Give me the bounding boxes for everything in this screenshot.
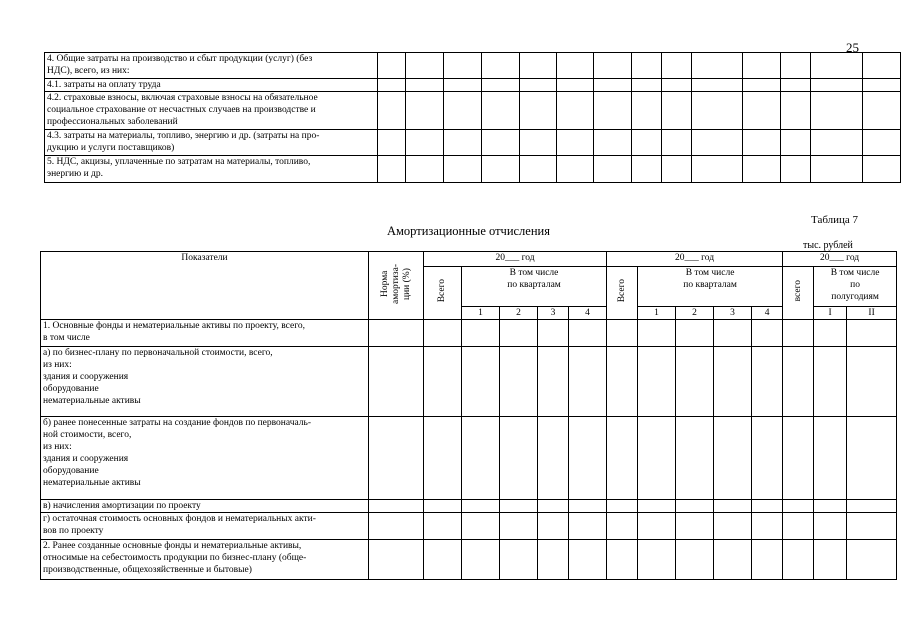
table-row xyxy=(41,347,897,417)
empty-cell xyxy=(369,417,424,500)
table-number: Таблица 7 xyxy=(811,214,859,226)
empty-cell xyxy=(863,53,901,79)
empty-cell xyxy=(632,130,662,156)
row-label: 4.3. затраты на материалы, топливо, энергию и др. (затраты на про- дукцию и услуги поставщиков) xyxy=(45,130,378,156)
empty-cell xyxy=(594,79,632,92)
empty-cell xyxy=(863,92,901,130)
empty-cell xyxy=(594,130,632,156)
empty-cell xyxy=(424,347,462,417)
units-label: тыс. рублей xyxy=(803,240,853,251)
empty-cell xyxy=(632,53,662,79)
page-number: 25 xyxy=(846,40,859,55)
empty-cell xyxy=(638,540,676,580)
row-label: 4. Общие затраты на производство и сбыт продукции (услуг) (без НДС), всего, из них: xyxy=(45,53,378,79)
empty-cell xyxy=(863,79,901,92)
empty-cell xyxy=(378,53,406,79)
empty-cell xyxy=(369,347,424,417)
empty-cell xyxy=(847,320,897,347)
empty-cell xyxy=(607,320,638,347)
empty-cell xyxy=(569,417,607,500)
empty-cell xyxy=(743,156,781,183)
empty-cell xyxy=(752,540,783,580)
halfyear-2: II xyxy=(847,307,897,320)
header-norm: Норма амортиза- ции (%) xyxy=(369,252,424,320)
empty-cell xyxy=(406,156,444,183)
empty-cell xyxy=(863,130,901,156)
empty-cell xyxy=(369,500,424,513)
empty-cell xyxy=(444,156,482,183)
empty-cell xyxy=(714,347,752,417)
empty-cell xyxy=(783,540,814,580)
table-row xyxy=(41,417,897,500)
empty-cell xyxy=(520,156,557,183)
empty-cell xyxy=(638,513,676,540)
empty-cell xyxy=(520,130,557,156)
table-row xyxy=(45,79,901,92)
quarter-1-3: 3 xyxy=(538,307,569,320)
empty-cell xyxy=(781,92,811,130)
empty-cell xyxy=(482,92,520,130)
empty-cell xyxy=(369,320,424,347)
empty-cell xyxy=(814,347,847,417)
header-year-1: 20___ год xyxy=(424,252,607,267)
empty-cell xyxy=(692,156,743,183)
empty-cell xyxy=(378,79,406,92)
empty-cell xyxy=(638,347,676,417)
empty-cell xyxy=(781,130,811,156)
empty-cell xyxy=(783,347,814,417)
empty-cell xyxy=(752,500,783,513)
row-label: 4.1. затраты на оплату труда xyxy=(45,79,378,92)
empty-cell xyxy=(863,156,901,183)
empty-cell xyxy=(557,156,594,183)
quarter-2-3: 3 xyxy=(714,307,752,320)
table-row xyxy=(41,500,897,513)
empty-cell xyxy=(811,130,863,156)
empty-cell xyxy=(676,540,714,580)
empty-cell xyxy=(638,500,676,513)
empty-cell xyxy=(520,79,557,92)
empty-cell xyxy=(607,500,638,513)
cost-table xyxy=(44,52,901,183)
empty-cell xyxy=(557,92,594,130)
header-by-halfyears: В том числе по полугодиям xyxy=(814,267,897,307)
table-row xyxy=(45,53,901,79)
header-by-quarters-2: В том числе по кварталам xyxy=(638,267,783,307)
table-row xyxy=(41,320,897,347)
table-row xyxy=(41,540,897,580)
empty-cell xyxy=(569,347,607,417)
empty-cell xyxy=(662,92,692,130)
empty-cell xyxy=(538,540,569,580)
empty-cell xyxy=(811,92,863,130)
empty-cell xyxy=(557,79,594,92)
empty-cell xyxy=(847,347,897,417)
quarter-2-4: 4 xyxy=(752,307,783,320)
empty-cell xyxy=(569,320,607,347)
empty-cell xyxy=(500,320,538,347)
quarter-1-2: 2 xyxy=(500,307,538,320)
empty-cell xyxy=(692,92,743,130)
empty-cell xyxy=(676,500,714,513)
row-label: б) ранее понесенные затраты на создание фондов по первоначаль- ной стоимости, всего, из них: здания и сооружения оборудование нематериальные активы xyxy=(41,417,369,500)
empty-cell xyxy=(444,53,482,79)
empty-cell xyxy=(676,320,714,347)
empty-cell xyxy=(714,320,752,347)
empty-cell xyxy=(676,513,714,540)
table-row xyxy=(41,513,897,540)
empty-cell xyxy=(783,500,814,513)
empty-cell xyxy=(424,500,462,513)
empty-cell xyxy=(814,513,847,540)
quarter-1-1: 1 xyxy=(462,307,500,320)
empty-cell xyxy=(369,540,424,580)
empty-cell xyxy=(692,53,743,79)
empty-cell xyxy=(692,130,743,156)
header-indicators: Показатели xyxy=(41,252,369,320)
empty-cell xyxy=(781,53,811,79)
depreciation-table xyxy=(40,251,897,580)
empty-cell xyxy=(638,417,676,500)
empty-cell xyxy=(500,417,538,500)
empty-cell xyxy=(632,156,662,183)
row-label: 4.2. страховые взносы, включая страховые взносы на обязательное социальное страхование от несчастных случаев на производстве и профессиональных заболеваний xyxy=(45,92,378,130)
empty-cell xyxy=(424,320,462,347)
header-year-2: 20___ год xyxy=(607,252,783,267)
empty-cell xyxy=(444,79,482,92)
empty-cell xyxy=(538,500,569,513)
empty-cell xyxy=(743,92,781,130)
empty-cell xyxy=(847,500,897,513)
quarter-2-2: 2 xyxy=(676,307,714,320)
empty-cell xyxy=(500,347,538,417)
empty-cell xyxy=(500,500,538,513)
empty-cell xyxy=(594,53,632,79)
empty-cell xyxy=(814,320,847,347)
table-title: Амортизационные отчисления xyxy=(387,224,550,238)
header-year-3: 20___ год xyxy=(783,252,897,267)
empty-cell xyxy=(676,417,714,500)
empty-cell xyxy=(662,79,692,92)
empty-cell xyxy=(743,130,781,156)
empty-cell xyxy=(594,92,632,130)
empty-cell xyxy=(378,92,406,130)
table-row xyxy=(45,92,901,130)
empty-cell xyxy=(462,500,500,513)
empty-cell xyxy=(814,540,847,580)
empty-cell xyxy=(662,130,692,156)
row-label: г) остаточная стоимость основных фондов и нематериальных акти- вов по проекту xyxy=(41,513,369,540)
empty-cell xyxy=(569,500,607,513)
empty-cell xyxy=(406,53,444,79)
empty-cell xyxy=(752,513,783,540)
empty-cell xyxy=(781,79,811,92)
empty-cell xyxy=(714,500,752,513)
row-label: в) начисления амортизации по проекту xyxy=(41,500,369,513)
empty-cell xyxy=(714,417,752,500)
empty-cell xyxy=(811,156,863,183)
empty-cell xyxy=(607,513,638,540)
empty-cell xyxy=(520,53,557,79)
empty-cell xyxy=(462,347,500,417)
quarter-2-1: 1 xyxy=(638,307,676,320)
empty-cell xyxy=(444,92,482,130)
empty-cell xyxy=(783,417,814,500)
empty-cell xyxy=(406,79,444,92)
empty-cell xyxy=(814,417,847,500)
empty-cell xyxy=(783,513,814,540)
empty-cell xyxy=(752,347,783,417)
empty-cell xyxy=(538,347,569,417)
empty-cell xyxy=(406,130,444,156)
empty-cell xyxy=(811,53,863,79)
empty-cell xyxy=(462,320,500,347)
empty-cell xyxy=(783,320,814,347)
empty-cell xyxy=(462,513,500,540)
empty-cell xyxy=(847,513,897,540)
header-total-3: всего xyxy=(783,267,814,320)
quarter-1-4: 4 xyxy=(569,307,607,320)
empty-cell xyxy=(847,540,897,580)
empty-cell xyxy=(424,540,462,580)
empty-cell xyxy=(462,540,500,580)
empty-cell xyxy=(378,130,406,156)
empty-cell xyxy=(662,156,692,183)
empty-cell xyxy=(811,79,863,92)
empty-cell xyxy=(538,320,569,347)
empty-cell xyxy=(406,92,444,130)
empty-cell xyxy=(462,417,500,500)
empty-cell xyxy=(538,513,569,540)
empty-cell xyxy=(538,417,569,500)
empty-cell xyxy=(662,53,692,79)
header-by-quarters-1: В том числе по кварталам xyxy=(462,267,607,307)
empty-cell xyxy=(714,540,752,580)
empty-cell xyxy=(482,130,520,156)
empty-cell xyxy=(569,513,607,540)
row-label: а) по бизнес-плану по первоначальной стоимости, всего, из них: здания и сооружения оборудование нематериальные активы xyxy=(41,347,369,417)
empty-cell xyxy=(569,540,607,580)
empty-cell xyxy=(594,156,632,183)
empty-cell xyxy=(557,130,594,156)
empty-cell xyxy=(500,540,538,580)
empty-cell xyxy=(743,79,781,92)
empty-cell xyxy=(557,53,594,79)
row-label: 2. Ранее созданные основные фонды и нематериальные активы, относимые на себестоимость продукции по бизнес-плану (обще- производственные, общехозяйственные и бытовые) xyxy=(41,540,369,580)
empty-cell xyxy=(692,79,743,92)
empty-cell xyxy=(369,513,424,540)
empty-cell xyxy=(847,417,897,500)
row-label: 1. Основные фонды и нематериальные активы по проекту, всего, в том числе xyxy=(41,320,369,347)
header-total-2: Всего xyxy=(607,267,638,320)
empty-cell xyxy=(424,513,462,540)
table-row xyxy=(45,156,901,183)
empty-cell xyxy=(378,156,406,183)
header-total-1: Всего xyxy=(424,267,462,320)
empty-cell xyxy=(752,320,783,347)
empty-cell xyxy=(607,540,638,580)
empty-cell xyxy=(482,156,520,183)
halfyear-1: I xyxy=(814,307,847,320)
empty-cell xyxy=(444,130,482,156)
empty-cell xyxy=(500,513,538,540)
empty-cell xyxy=(482,53,520,79)
empty-cell xyxy=(814,500,847,513)
empty-cell xyxy=(752,417,783,500)
empty-cell xyxy=(632,92,662,130)
empty-cell xyxy=(676,347,714,417)
row-label: 5. НДС, акцизы, уплаченные по затратам на материалы, топливо, энергию и др. xyxy=(45,156,378,183)
empty-cell xyxy=(781,156,811,183)
table-row xyxy=(45,130,901,156)
empty-cell xyxy=(638,320,676,347)
empty-cell xyxy=(632,79,662,92)
empty-cell xyxy=(743,53,781,79)
empty-cell xyxy=(520,92,557,130)
empty-cell xyxy=(714,513,752,540)
empty-cell xyxy=(482,79,520,92)
empty-cell xyxy=(424,417,462,500)
empty-cell xyxy=(607,347,638,417)
empty-cell xyxy=(607,417,638,500)
